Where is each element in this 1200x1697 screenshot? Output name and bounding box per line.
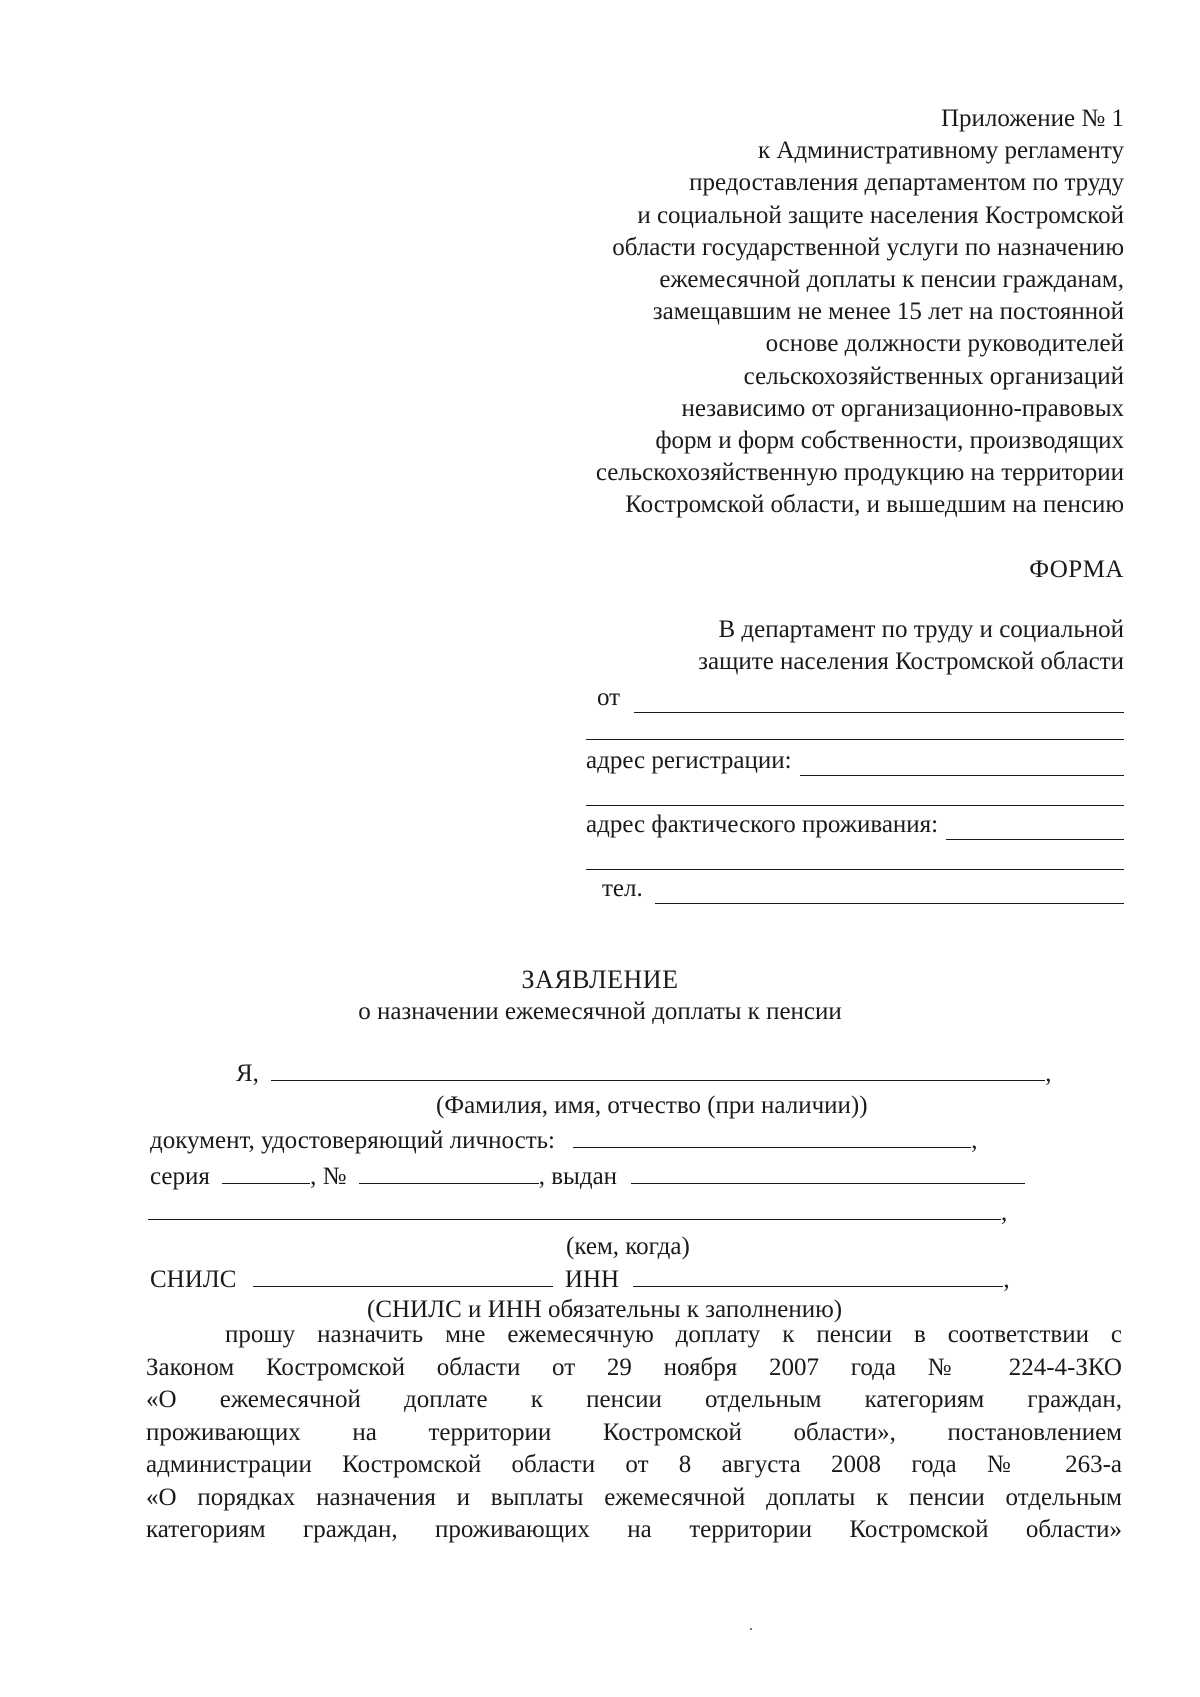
body-line: Законом Костромской области от 29 ноября 2007 года № 224-4-ЗКО xyxy=(146,1353,1122,1381)
series-blank[interactable] xyxy=(222,1161,310,1184)
appendix-line: ежемесячной доплаты к пенсии гражданам, xyxy=(659,266,1124,294)
body-line: «О порядках назначения и выплаты ежемесячной доплаты к пенсии отдельным xyxy=(146,1483,1122,1511)
number-blank[interactable] xyxy=(359,1161,539,1184)
residence-address-blank[interactable] xyxy=(946,815,1124,840)
registration-address-label: адрес регистрации: xyxy=(586,747,792,774)
full-name-blank[interactable] xyxy=(271,1058,1045,1081)
appendix-line: области государственной услуги по назначению xyxy=(612,233,1124,261)
residence-address-label: адрес фактического проживания: xyxy=(586,811,939,838)
snils-inn-hint: (СНИЛС и ИНН обязательны к заполнению) xyxy=(367,1296,843,1323)
statement-subtitle: о назначении ежемесячной доплаты к пенсии xyxy=(358,998,842,1025)
addressee-line: защите населения Костромской области xyxy=(698,648,1124,675)
registration-address-blank[interactable] xyxy=(800,751,1124,776)
i-label: Я, xyxy=(236,1060,259,1087)
addressee-block xyxy=(564,614,1124,678)
appendix-line: форм и форм собственности, производящих xyxy=(655,427,1124,455)
document-series-row xyxy=(150,1161,1025,1192)
phone-blank[interactable] xyxy=(655,879,1124,904)
addressee-line: В департамент по труду и социальной xyxy=(718,616,1124,643)
from-field[interactable] xyxy=(597,683,1124,713)
body-line: проживающих на территории Костромской области», постановлением xyxy=(146,1418,1122,1446)
registration-address-field[interactable] xyxy=(586,746,1124,776)
comma: , xyxy=(1001,1199,1008,1226)
appendix-line: к Административному регламенту xyxy=(757,137,1124,165)
inn-blank[interactable] xyxy=(633,1264,1003,1287)
appendix-line: предоставления департаментом по труду xyxy=(689,169,1124,197)
residence-continuation-line[interactable] xyxy=(586,869,1124,870)
appendix-line: сельскохозяйственных организаций xyxy=(743,362,1124,390)
comma: , xyxy=(971,1127,978,1154)
registration-continuation-line[interactable] xyxy=(586,805,1124,806)
from-label: от xyxy=(597,684,621,711)
issued-hint: (кем, когда) xyxy=(566,1233,690,1260)
appendix-line: сельскохозяйственную продукцию на территории xyxy=(595,459,1124,487)
appendix-line: Костромской области, и вышедшим на пенсию xyxy=(625,491,1124,519)
statement-body xyxy=(146,1319,1122,1547)
from-continuation-line[interactable] xyxy=(586,739,1124,740)
snils-blank[interactable] xyxy=(253,1264,553,1287)
snils-inn-row xyxy=(150,1264,1010,1295)
body-line: администрации Костромской области от 8 августа 2008 года № 263-а xyxy=(146,1451,1122,1478)
phone-label: тел. xyxy=(602,875,643,902)
body-line: категориям граждан, проживающих на территории Костромской области» xyxy=(146,1516,1122,1543)
appendix-line: независимо от организационно-правовых xyxy=(681,394,1124,422)
series-label: серия xyxy=(150,1163,210,1190)
from-blank[interactable] xyxy=(634,688,1124,713)
issued-by-blank[interactable] xyxy=(631,1161,1025,1184)
comma: , xyxy=(1045,1060,1052,1087)
body-line: «О ежемесячной доплате к пенсии отдельным категориям граждан, xyxy=(146,1386,1122,1413)
appendix-line: и социальной защите населения Костромской xyxy=(637,201,1124,229)
appendix-line: Приложение № 1 xyxy=(940,105,1124,132)
scan-artifact xyxy=(750,1628,752,1630)
snils-label: СНИЛС xyxy=(150,1266,237,1293)
issued-continuation-blank[interactable] xyxy=(148,1197,1001,1220)
residence-address-field[interactable] xyxy=(586,810,1124,840)
phone-field[interactable] xyxy=(602,874,1124,904)
id-document-label: документ, удостоверяющий личность: xyxy=(150,1127,555,1154)
statement-title: ЗАЯВЛЕНИЕ xyxy=(521,965,679,994)
appendix-line: замещавшим не менее 15 лет на постоянной xyxy=(652,298,1124,326)
id-document-blank[interactable] xyxy=(573,1125,971,1148)
appendix-line: основе должности руководителей xyxy=(765,330,1124,358)
issued-label: , выдан xyxy=(538,1163,618,1190)
full-name-hint: (Фамилия, имя, отчество (при наличии)) xyxy=(436,1092,868,1119)
issued-continuation-row xyxy=(148,1197,1007,1228)
form-label: ФОРМА xyxy=(1029,556,1124,583)
comma: , xyxy=(1003,1266,1010,1293)
inn-label: ИНН xyxy=(564,1266,620,1293)
applicant-name-row xyxy=(236,1058,1051,1089)
id-document-row xyxy=(150,1125,977,1156)
number-label: , № xyxy=(310,1163,347,1190)
body-line: прошу назначить мне ежемесячную доплату к пенсии в соответствии с xyxy=(225,1321,1122,1348)
appendix-header xyxy=(424,103,1124,522)
